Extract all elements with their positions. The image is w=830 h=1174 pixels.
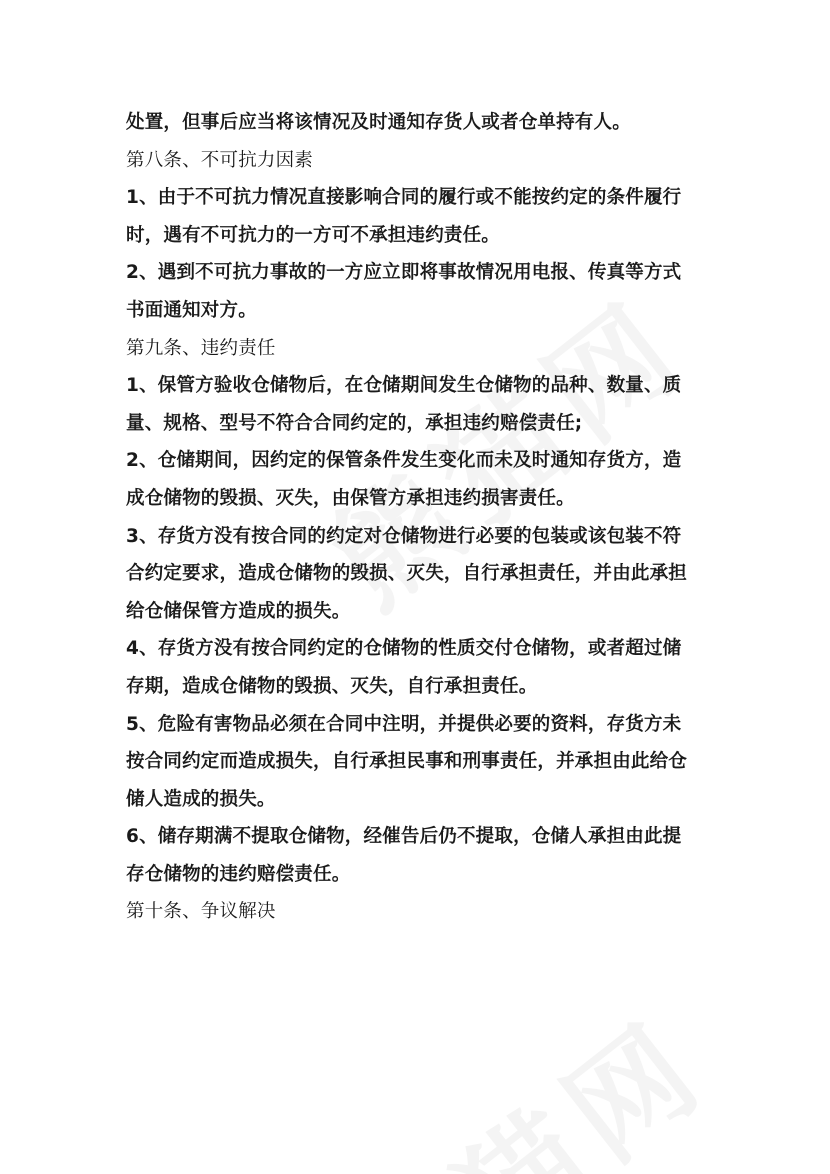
section-heading-article-8: 第八条、不可抗力因素: [126, 149, 314, 171]
paragraph-line: 2、仓储期间，因约定的保管条件发生变化而未及时通知存货方，造: [126, 450, 682, 472]
section-heading-article-10: 第十条、争议解决: [126, 901, 276, 923]
paragraph-line: 合约定要求，造成仓储物的毁损、灭失，自行承担责任，并由此承担: [126, 563, 688, 585]
paragraph-line: 储人造成的损失。: [126, 788, 276, 810]
paragraph-line: 3、存货方没有按合同的约定对仓储物进行必要的包装或该包装不符: [126, 525, 682, 547]
paragraph-line: 处置，但事后应当将该情况及时通知存货人或者仓单持有人。: [126, 112, 631, 133]
paragraph-line: 6、储存期满不提取仓储物，经催告后仍不提取，仓储人承担由此提: [126, 826, 682, 848]
section-heading-article-9: 第九条、违约责任: [126, 337, 276, 359]
paragraph-line: 存仓储物的违约赔偿责任。: [126, 863, 351, 885]
paragraph-line: 时，遇有不可抗力的一方可不承担违约责任。: [126, 224, 501, 246]
paragraph-line: 存期，造成仓储物的毁损、灭失，自行承担责任。: [126, 675, 538, 697]
document-body: [126, 104, 708, 931]
paragraph-line: 5、危险有害物品必须在合同中注明，并提供必要的资料，存货方未: [126, 713, 682, 735]
paragraph-line: 书面通知对方。: [126, 299, 257, 321]
paragraph-line: 4、存货方没有按合同约定的仓储物的性质交付仓储物，或者超过储: [126, 638, 682, 660]
paragraph-line: 按合同约定而造成损失，自行承担民事和刑事责任，并承担由此给仓: [126, 751, 688, 773]
paragraph-line: 成仓储物的毁损、灭失，由保管方承担违约损害责任。: [126, 487, 575, 509]
watermark: [310, 973, 737, 1174]
paragraph-line: 给仓储保管方造成的损失。: [126, 600, 351, 622]
paragraph-line: 量、规格、型号不符合合同约定的，承担违约赔偿责任;: [126, 412, 583, 434]
paragraph-line: 1、保管方验收仓储物后，在仓储期间发生仓储物的品种、数量、质: [126, 375, 682, 397]
paragraph-line: 1、由于不可抗力情况直接影响合同的履行或不能按约定的条件履行: [126, 187, 682, 209]
paragraph-line: 2、遇到不可抗力事故的一方应立即将事故情况用电报、传真等方式: [126, 262, 682, 284]
